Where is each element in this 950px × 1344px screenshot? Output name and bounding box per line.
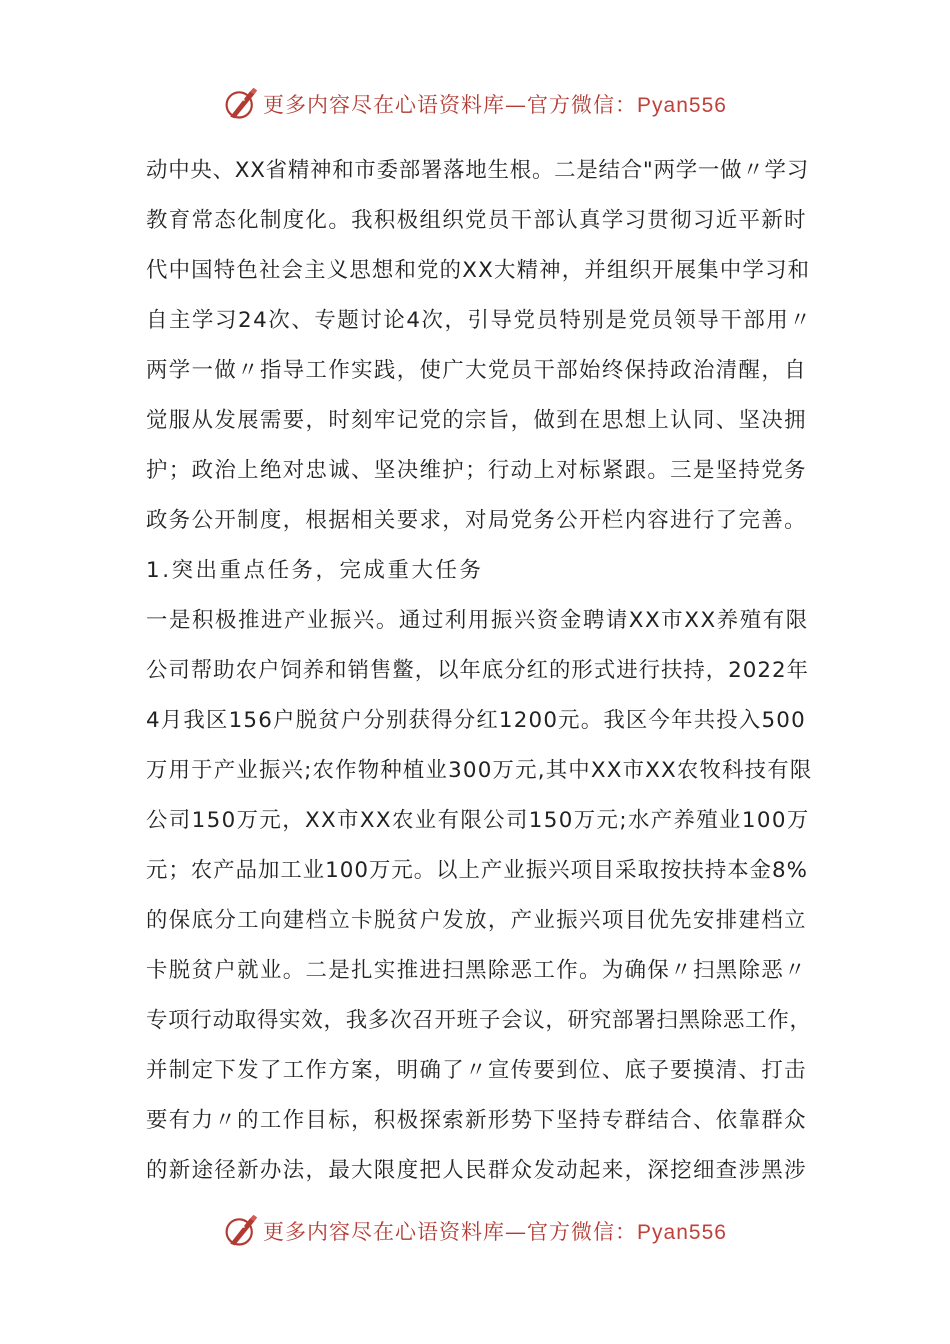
pen-logo-icon [223,1213,259,1249]
text-line: 专项行动取得实效，我多次召开班子会议，研究部署扫黑除恶工作， [146,1008,812,1033]
section-heading: 1.突出重点任务，完成重大任务 [146,558,484,583]
wechat-id: Pyan556 [637,94,727,117]
text-line: 公司帮助农户饲养和销售鳖，以年底分红的形式进行扶持，2022年 [146,658,809,683]
text-line: 元；农产品加工业100万元。以上产业振兴项目采取按扶持本金8% [146,858,808,883]
wechat-id: Pyan556 [637,1221,727,1244]
text-line: 并制定下发了工作方案，明确了〃宣传要到位、底子要摸清、打击 [146,1058,807,1083]
text-line: 要有力〃的工作目标，积极探索新形势下坚持专群结合、依靠群众 [146,1108,807,1133]
text-line: 动中央、XX省精神和市委部署落地生根。二是结合"两学一做〃学习 [146,158,809,183]
text-line: 觉服从发展需要，时刻牢记党的宗旨，做到在思想上认同、坚决拥 [146,408,807,433]
text-line: 代中国特色社会主义思想和党的XX大精神，并组织开展集中学习和 [146,258,811,283]
document-body [146,146,813,1196]
text-line: 卡脱贫户就业。二是扎实推进扫黑除恶工作。为确保〃扫黑除恶〃 [146,958,807,983]
text-line: 护；政治上绝对忠诚、坚决维护；行动上对标紧跟。三是坚持党务 [146,458,807,483]
text-line: 的保底分工向建档立卡脱贫户发放，产业振兴项目优先安排建档立 [146,908,807,933]
text-line: 教育常态化制度化。我积极组织党员干部认真学习贯彻习近平新时 [146,208,807,233]
text-line: 万用于产业振兴;农作物种植业300万元,其中XX市XX农牧科技有限 [146,758,813,783]
text-line: 两学一做〃指导工作实践，使广大党员干部始终保持政治清醒，自 [146,358,807,383]
footer-banner [0,1211,950,1251]
text-line: 一是积极推进产业振兴。通过利用振兴资金聘请XX市XX养殖有限 [146,608,809,633]
text-line: 4月我区156户脱贫户分别获得分红1200元。我区今年共投入500 [146,708,806,733]
text-line: 自主学习24次、专题讨论4次，引导党员特别是党员领导干部用〃 [146,308,813,333]
text-line: 政务公开制度，根据相关要求，对局党务公开栏内容进行了完善。 [146,508,807,533]
header-banner [0,84,950,124]
pen-logo-icon [223,86,259,122]
text-line: 公司150万元，XX市XX农业有限公司150万元;水产养殖业100万 [146,808,810,833]
header-banner-text: 更多内容尽在心语资料库—官方微信：Pyan556 [263,93,727,117]
text-line: 的新途径新办法，最大限度把人民群众发动起来，深挖细查涉黑涉 [146,1158,807,1183]
footer-banner-text: 更多内容尽在心语资料库—官方微信：Pyan556 [263,1220,727,1244]
